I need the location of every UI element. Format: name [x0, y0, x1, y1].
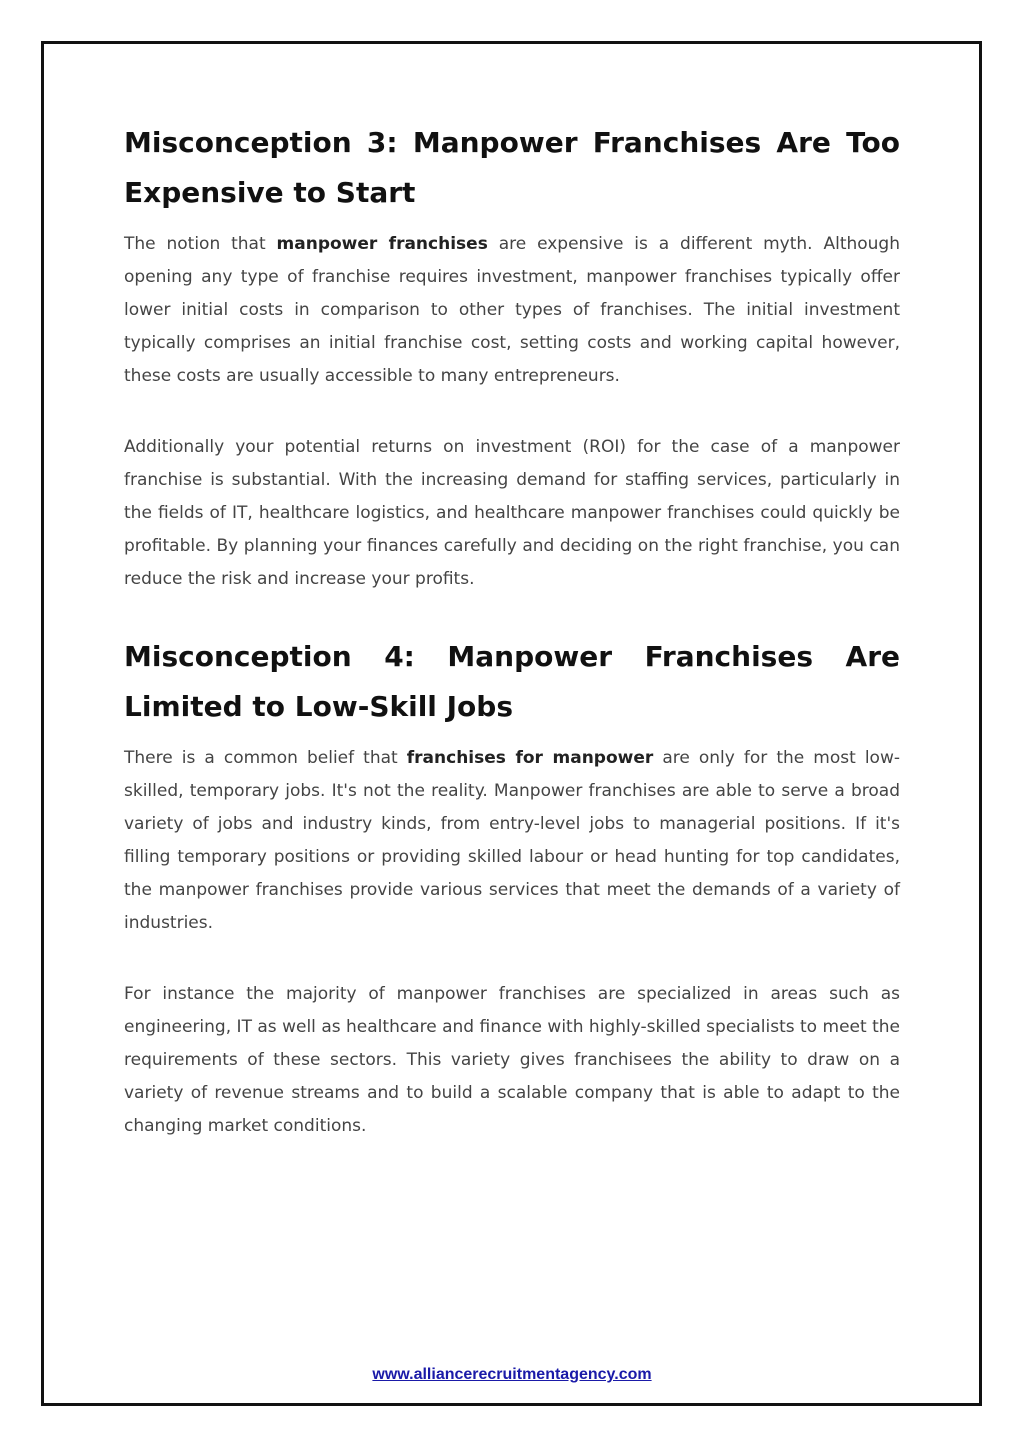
paragraph-misconception-4-intro: There is a common belief that franchises for manpower are only for the most low-skilled, temporary jobs. It's not the reality. Manpower franchises are able to serve a broad variety of jobs and industry kinds, from entry-level jobs to managerial positions. If it's filling temporary positions or providing skilled labour or head hunting for top candidates, the manpower franchises provide various services that meet the demands of a variety of industries. — [124, 748, 900, 933]
keyword-manpower-franchises: manpower franchises — [276, 234, 488, 254]
heading-misconception-3: Misconception 3: Manpower Franchises Are Too Expensive to Start — [124, 126, 900, 209]
heading-misconception-4: Misconception 4: Manpower Franchises Are Limited to Low-Skill Jobs — [124, 640, 900, 723]
website-link[interactable]: www.alliancerecruitmentagency.com — [372, 1366, 652, 1383]
keyword-franchises-for-manpower: franchises for manpower — [406, 748, 654, 768]
paragraph-misconception-3-roi: Additionally your potential returns on investment (ROI) for the case of a manpower franchise is substantial. With the increasing demand for staffing services, particularly in the fields of IT, healthcare logistics, and healthcare manpower franchises could quickly be profitable. By planning your finances carefully and deciding on the right franchise, you can reduce the risk and increase your profits. — [124, 437, 900, 589]
footer — [0, 1366, 1024, 1384]
paragraph-misconception-4-specialization: For instance the majority of manpower franchises are specialized in areas such as engineering, IT as well as healthcare and finance with highly-skilled specialists to meet the requirements of these sectors. This variety gives franchisees the ability to draw on a variety of revenue streams and to build a scalable company that is able to adapt to the changing market conditions. — [124, 984, 900, 1136]
document-body — [124, 118, 900, 1143]
paragraph-misconception-3-intro: The notion that manpower franchises are expensive is a different myth. Although opening any type of franchise requires investment, manpower franchises typically offer lower initial costs in comparison to other types of franchises. The initial investment typically comprises an initial franchise cost, setting costs and working capital however, these costs are usually accessible to many entrepreneurs. — [124, 234, 901, 386]
